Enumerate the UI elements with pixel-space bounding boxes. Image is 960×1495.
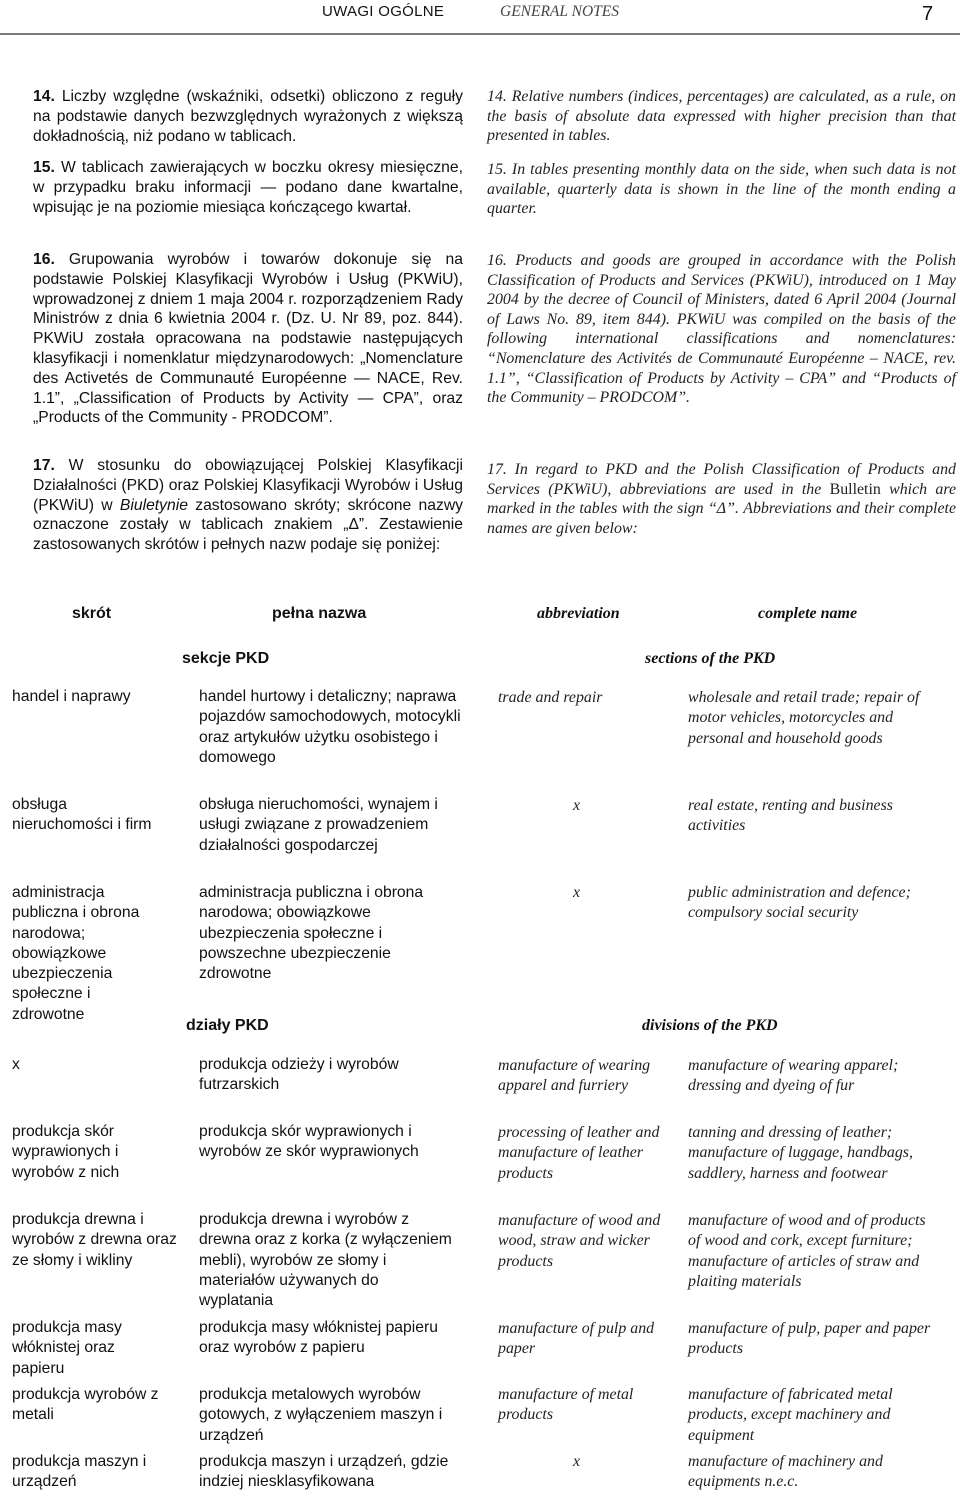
division-full-pl: produkcja drewna i wyrobów z drewna oraz z korka (z wyłączeniem mebli), wyrobów ze słomy i materiałów używanych do wyplatania bbox=[199, 1211, 452, 1310]
note-number: 15. bbox=[33, 159, 55, 176]
division-abbr-en: manufacture of wearing apparel and furriery bbox=[498, 1057, 651, 1095]
note-text: Liczby względne (wskaźniki, odsetki) obliczono z reguły na podstawie danych bezwzględnych wyrażonych z większą dokładnością, niż podano w tablicach. bbox=[33, 88, 464, 145]
note-text: Products and goods are grouped in accordance with the Polish Classification of Products and Services (PKWiU), introduced on 1 May 2004 by the decree of Council of Ministers, dated 6 April 2004 (Journal of Laws No. 89, item 844). PKWiU was compiled on the basis of the following international classifications and nomenclatures: “Nomenclature des Activités de Communauté Européenne – NACE, rev. 1.1”, “Classification of Products by Activity – CPA” and “Products of the Community – PRODCOM”. bbox=[487, 252, 956, 407]
note-number: 15. bbox=[487, 161, 507, 178]
note-number: 17. bbox=[33, 457, 55, 474]
note-text: Relative numbers (indices, percentages) are calculated, as a rule, on the basis of absolute data expressed with higher precision than that presented in tables. bbox=[487, 88, 956, 145]
division-abbr-pl: produkcja maszyn i urządzeń bbox=[12, 1453, 147, 1491]
division-full-pl: produkcja skór wyprawionych i wyrobów ze skór wyprawionych bbox=[199, 1123, 419, 1161]
section-full-pl: administracja publiczna i obrona narodowa; obowiązkowe ubezpieczenia społeczne i powszechne ubezpieczenie zdrowotne bbox=[199, 884, 424, 983]
column-header-full-name-pl: pełna nazwa bbox=[272, 605, 367, 622]
note-15-pl bbox=[33, 158, 463, 217]
division-abbr-pl: produkcja wyrobów z metali bbox=[12, 1386, 159, 1424]
column-header-full-name-en: complete name bbox=[758, 605, 858, 622]
note-14-pl bbox=[33, 87, 463, 146]
note-number: 16. bbox=[487, 252, 507, 269]
section-full-en: public administration and defence; compulsory social security bbox=[688, 884, 911, 922]
division-full-en: manufacture of fabricated metal products, except machinery and equipment bbox=[688, 1386, 893, 1444]
division-full-en: tanning and dressing of leather; manufacture of luggage, handbags, saddlery, harness and footwear bbox=[688, 1124, 913, 1182]
section-abbr-pl: administracja publiczna i obrona narodowa; obowiązkowe ubezpieczenia społeczne i zdrowotne bbox=[12, 884, 140, 1023]
division-abbr-en: manufacture of wood and wood, straw and wicker products bbox=[498, 1212, 661, 1270]
publication-name: Bulletin bbox=[829, 480, 881, 498]
header-title-pl: UWAGI OGÓLNE bbox=[322, 3, 445, 20]
division-full-en: manufacture of machinery and equipments n.e.c. bbox=[688, 1453, 883, 1491]
note-text: In tables presenting monthly data on the side, when such data is not available, quarterly data is shown in the line of the month ending a quarter. bbox=[487, 161, 956, 218]
note-text-part: zastosowano skróty; skrócone nazwy oznaczone zostały w tablicach znakiem „Δ”. Zestawienie zastosowanych skrótów i pełnych nazw podaje się poniżej: bbox=[33, 496, 463, 554]
section-full-en: wholesale and retail trade; repair of motor vehicles, motorcycles and personal and household goods bbox=[688, 689, 920, 747]
division-abbr-en: manufacture of pulp and paper bbox=[498, 1320, 655, 1358]
section-full-pl: handel hurtowy i detaliczny; naprawa pojazdów samochodowych, motocykli oraz artykułów użytku osobistego i domowego bbox=[199, 688, 461, 766]
note-17-pl bbox=[33, 456, 463, 555]
division-full-en: manufacture of wood and of products of wood and cork, except furniture; manufacture of articles of straw and plaiting materials bbox=[688, 1212, 926, 1290]
running-header bbox=[0, 0, 960, 30]
divisions-heading-pl: działy PKD bbox=[186, 1017, 269, 1034]
sections-heading-en: sections of the PKD bbox=[645, 650, 776, 667]
header-divider bbox=[0, 33, 960, 35]
division-abbr-pl: produkcja drewna i wyrobów z drewna oraz ze słomy i wikliny bbox=[12, 1211, 177, 1269]
division-full-en: manufacture of pulp, paper and paper products bbox=[688, 1320, 931, 1358]
sections-heading-pl: sekcje PKD bbox=[182, 650, 270, 667]
publication-name: Biuletynie bbox=[119, 496, 188, 514]
note-text-part: In regard to PKD and the Polish Classification of Products and Services (PKWiU), abbreviations are used in the bbox=[487, 461, 956, 498]
section-abbr-pl: handel i naprawy bbox=[12, 688, 131, 705]
note-number: 16. bbox=[33, 251, 55, 268]
division-abbr-en: processing of leather and manufacture of leather products bbox=[498, 1124, 660, 1182]
header-title-en: GENERAL NOTES bbox=[500, 3, 619, 20]
section-abbr-en: x bbox=[573, 884, 581, 901]
page-number: 7 bbox=[922, 3, 934, 25]
division-abbr-en: x bbox=[573, 1453, 581, 1470]
column-header-abbreviation-en: abbreviation bbox=[537, 605, 620, 622]
note-text-part: which are marked in the tables with the sign “Δ”. Abbreviations and their complete names are given below: bbox=[487, 480, 957, 537]
note-14-en bbox=[487, 87, 956, 146]
division-abbr-pl: produkcja skór wyprawionych i wyrobów z nich bbox=[12, 1123, 120, 1181]
note-number: 14. bbox=[487, 88, 507, 105]
note-16-en bbox=[487, 251, 956, 408]
note-number: 17. bbox=[487, 461, 507, 478]
note-17-en bbox=[487, 460, 956, 538]
column-header-abbreviation-pl: skrót bbox=[72, 605, 112, 622]
note-text: Grupowania wyrobów i towarów dokonuje się na podstawie Polskiej Klasyfikacji Wyrobów i Usług (PKWiU), wprowadzonej z dniem 1 maja 2004 r. rozporządzeniem Rady Ministrów z dnia 6 kwietnia 2004 r. (Dz. U. Nr 89, poz. 844). PKWiU została opracowana na podstawie następujących klasyfikacji i nomenklatur międzynarodowych: „Nomenclature des Activetés de Communauté Européenne — NACE, Rev. 1.1”, „Classification of Products by Activity — CPA”, oraz „Products of the Community - PRODCOM”. bbox=[33, 251, 464, 427]
section-full-en: real estate, renting and business activities bbox=[688, 797, 893, 835]
division-abbr-pl: x bbox=[12, 1056, 20, 1073]
division-abbr-en: manufacture of metal products bbox=[498, 1386, 634, 1424]
division-full-pl: produkcja masy włóknistej papieru oraz wyrobów z papieru bbox=[199, 1319, 438, 1357]
note-text-part: W stosunku do obowiązującej Polskiej Klasyfikacji Działalności (PKD) oraz Polskiej Klasyfikacji Wyrobów i Usług (PKWiU) w bbox=[33, 457, 463, 514]
section-abbr-en: trade and repair bbox=[498, 689, 603, 706]
note-16-pl bbox=[33, 250, 463, 428]
note-text: W tablicach zawierających w boczku okresy miesięczne, w przypadku braku informacji — podano dane kwartalne, wpisując je na poziomie miesiąca kończącego kwartał. bbox=[33, 159, 463, 216]
division-full-en: manufacture of wearing apparel; dressing and dyeing of fur bbox=[688, 1057, 899, 1095]
division-full-pl: produkcja metalowych wyrobów gotowych, z wyłączeniem maszyn i urządzeń bbox=[199, 1386, 443, 1444]
division-abbr-pl: produkcja masy włóknistej oraz papieru bbox=[12, 1319, 122, 1377]
division-full-pl: produkcja maszyn i urządzeń, gdzie indziej niesklasyfikowana bbox=[199, 1453, 449, 1491]
note-15-en bbox=[487, 160, 956, 219]
note-number: 14. bbox=[33, 88, 55, 105]
section-abbr-en: x bbox=[573, 797, 581, 814]
section-full-pl: obsługa nieruchomości, wynajem i usługi związane z prowadzeniem działalności gospodarczej bbox=[199, 796, 438, 854]
section-abbr-pl: obsługa nieruchomości i firm bbox=[12, 796, 152, 834]
division-full-pl: produkcja odzieży i wyrobów futrzarskich bbox=[199, 1056, 399, 1094]
divisions-heading-en: divisions of the PKD bbox=[642, 1017, 778, 1034]
